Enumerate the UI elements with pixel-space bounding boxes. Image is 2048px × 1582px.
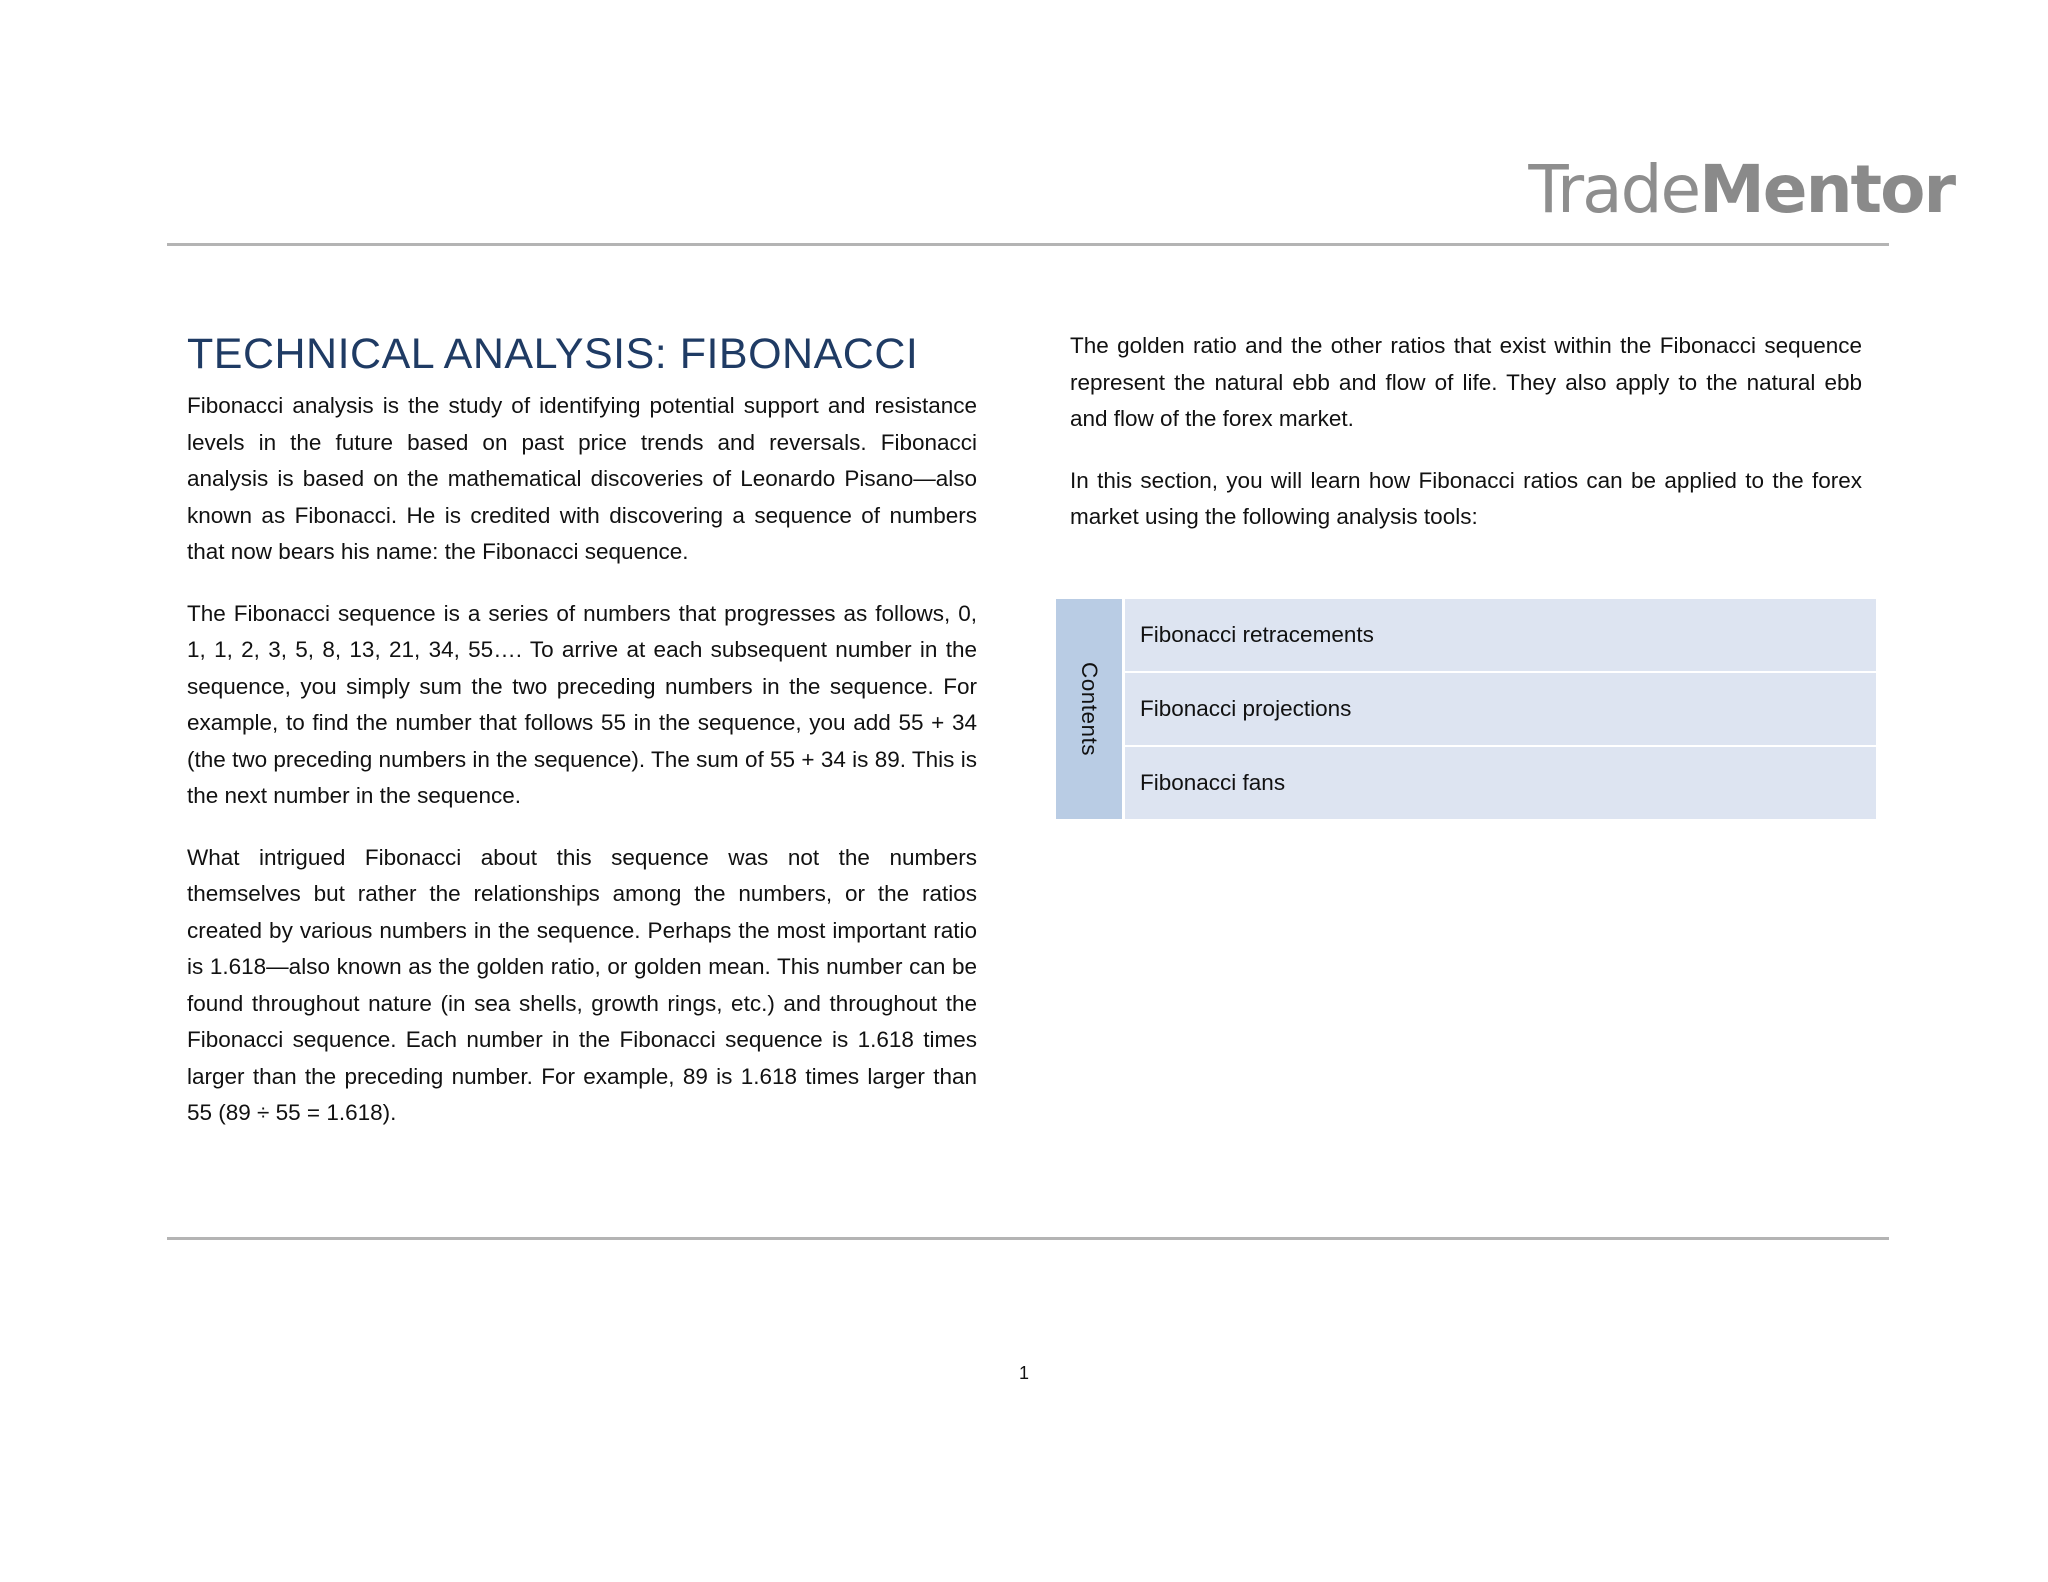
intro-paragraph: Fibonacci analysis is the study of identifying potential support and resistance levels in the future based on past price trends and reversals. Fibonacci analysis is based on the mathematical discoveries of Leonardo Pisano—also known as Fibonacci. He is credited with discovering a sequence of numbers that now bears his name: the Fibonacci sequence. <box>187 393 977 564</box>
contents-item-projections: Fibonacci projections <box>1125 673 1876 747</box>
contents-list <box>1125 599 1876 819</box>
contents-box <box>1056 599 1876 819</box>
right-column <box>1070 328 1862 536</box>
contents-label-cell <box>1056 599 1125 819</box>
sequence-paragraph: The Fibonacci sequence is a series of numbers that progresses as follows, 0, 1, 1, 2, 3, 5, 8, 13, 21, 34, 55…. To arrive at each subsequent number in the sequence, you simply sum the two preceding numbers in the sequence. For example, to find the number that follows 55 in the sequence, you add 55 + 34 (the two preceding numbers in the sequence). The sum of 55 + 34 is 89. This is the next number in the sequence. <box>187 600 977 808</box>
ebb-flow-paragraph: The golden ratio and the other ratios that exist within the Fibonacci sequence represent the natural ebb and flow of life. They also apply to the natural ebb and flow of the forex market. <box>1070 333 1862 431</box>
logo-text-trade: Trade <box>1528 151 1700 228</box>
page-title: TECHNICAL ANALYSIS: FIBONACCI <box>187 330 919 378</box>
contents-item-fans: Fibonacci fans <box>1125 747 1876 819</box>
section-intro-paragraph: In this section, you will learn how Fibonacci ratios can be applied to the forex market using the following analysis tools: <box>1070 467 1862 529</box>
golden-ratio-paragraph: What intrigued Fibonacci about this sequence was not the numbers themselves but rather the relationships among the numbers, or the ratios created by various numbers in the sequence. Perhaps the most important ratio is 1.618—also known as the golden ratio, or golden mean. This number can be found throughout nature (in sea shells, growth rings, etc.) and throughout the Fibonacci sequence. Each number in the Fibonacci sequence is 1.618 times larger than the preceding number. For example, 89 is 1.618 times larger than 55 (89 ÷ 55 = 1.618). <box>187 844 977 1125</box>
footer-divider <box>167 1237 1889 1240</box>
logo-text-mentor: Mentor <box>1699 151 1954 228</box>
left-column <box>187 326 977 1132</box>
page-number: 1 <box>1018 1363 1029 1383</box>
contents-item-retracements: Fibonacci retracements <box>1125 599 1876 673</box>
tradementor-logo <box>1528 150 1954 230</box>
header-divider <box>167 243 1889 246</box>
contents-label: Contents <box>1077 661 1102 757</box>
